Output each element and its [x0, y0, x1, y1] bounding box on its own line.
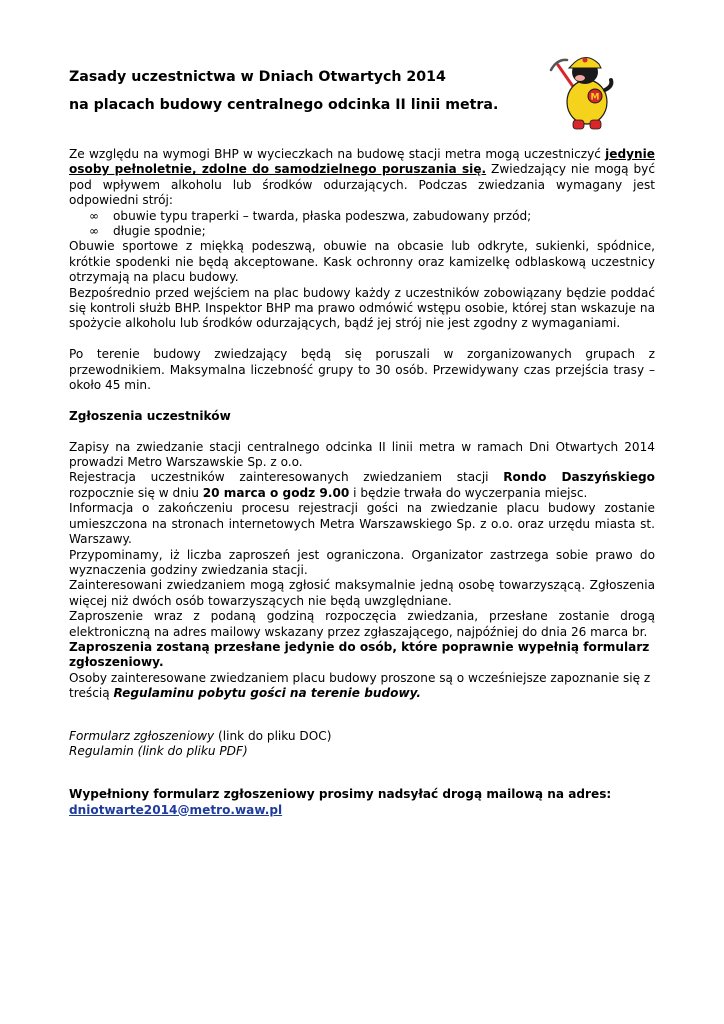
- form-link-line: [69, 729, 655, 744]
- mole-miner-mascot-icon: [545, 50, 625, 132]
- unacceptable-attire-paragraph: Obuwie sportowe z miękką podeszwą, obuwie na obcasie lub odkryte, sukienki, spódnice, krótkie spodenki nie będą akceptowane. Kask ochronny oraz kamizelkę odblaskową uczestnicy otrzymają na placu budowy.: [69, 239, 655, 285]
- email-link[interactable]: dniotwarte2014@metro.waw.pl: [69, 802, 283, 817]
- bhp-check-paragraph: Bezpośrednio przed wejściem na plac budowy każdy z uczestników zobowiązany będzie poddać się kontroli służb BHP. Inspektor BHP ma prawo odmówić wstępu osobie, której stan wskazuje na spożycie alkoholu lub środków odurzających, bądź jej strój nie jest zgodny z wymaganiami.: [69, 285, 655, 331]
- intro-text-cont: Zwiedzający nie mogą być pod wpływem alkoholu lub środków odurzających. Podczas zwiedzania wymagany jest odpowiedni strój:: [69, 162, 655, 208]
- intro-paragraph: [69, 147, 655, 209]
- document-body: [69, 147, 655, 818]
- closing-line: Wypełniony formularz zgłoszeniowy prosimy nadsyłać drogą mailową na adres:: [69, 787, 612, 802]
- regulations-paragraph: [69, 671, 655, 702]
- reminder-paragraph: Przypominamy, iż liczba zaproszeń jest ograniczona. Organizator zastrzega sobie prawo do wyznaczenia godziny zwiedzania stacji.: [69, 547, 655, 577]
- email-line: [69, 803, 655, 818]
- intro-text: Ze względu na wymogi BHP w wycieczkach na budowę stacji metra mogą uczestniczyć: [69, 147, 606, 161]
- infinity-bullet-icon: ∞: [89, 208, 100, 223]
- organizer-paragraph: Zapisy na zwiedzanie stacji centralnego odcinka II linii metra w ramach Dni Otwartych 2014 prowadzi Metro Warszawskie Sp. z o.o.: [69, 439, 655, 470]
- mascot-badge-letter: M: [590, 92, 600, 103]
- list-item: [89, 209, 655, 224]
- registration-text-end: i będzie trwała do wyczerpania miejsc.: [349, 485, 588, 500]
- regulamin-link[interactable]: Regulamin (link do pliku PDF): [69, 744, 248, 759]
- groups-paragraph: Po terenie budowy zwiedzający będą się poruszali w zorganizowanych grupach z przewodnikiem. Maksymalna liczebność grupy to 30 osób. Przewidywany czas przejścia trasy – około 45 min.: [69, 347, 655, 393]
- bold-notice-paragraph: Zaproszenia zostaną przesłane jedynie do osób, które poprawnie wypełnią formularz zgłoszeniowy.: [69, 639, 650, 670]
- station-name: Rondo Daszyńskiego: [503, 470, 655, 485]
- attire-item-shoes: obuwie typu traperki – twarda, płaska podeszwa, zabudowany przód;: [113, 208, 532, 223]
- registration-date: 20 marca o godz 9.00: [202, 485, 350, 500]
- regulations-title: Regulaminu pobytu gości na terenie budowy.: [113, 686, 421, 701]
- registration-text: Rejestracja uczestników zainteresowanych zwiedzaniem stacji: [69, 470, 504, 485]
- info-paragraph: Informacja o zakończeniu procesu rejestracji gości na zwiedzanie placu budowy zostanie umieszczona na stronach internetowych Metra Warszawskiego Sp. z o.o. oraz urzędu miasta st. Warszawy.: [69, 501, 655, 547]
- list-item: [89, 224, 655, 239]
- registration-paragraph: [69, 470, 655, 501]
- form-link[interactable]: Formularz zgłoszeniowy: [69, 728, 215, 743]
- infinity-bullet-icon: ∞: [89, 224, 100, 239]
- attire-list: [69, 209, 655, 240]
- invitations-paragraph: Zaproszenie wraz z podaną godziną rozpoczęcia zwiedzania, przesłane zostanie drogą elektroniczną na adres mailowy wskazany przez zgłaszającego, najpóźniej do dnia 26 marca br.: [69, 609, 655, 639]
- regulations-text: Osoby zainteresowane zwiedzaniem placu budowy proszone są o wcześniejsze zapoznanie się z treścią: [69, 670, 651, 701]
- document-title-line-1: Zasady uczestnictwa w Dniach Otwartych 2014: [69, 69, 446, 85]
- attire-item-trousers: długie spodnie;: [113, 224, 206, 239]
- form-link-note: (link do pliku DOC): [214, 728, 332, 743]
- eligibility-emphasis: jedynie osoby pełnoletnie, zdolne do samodzielnego poruszania się.: [69, 147, 655, 177]
- document-title-line-2: na placach budowy centralnego odcinka II linii metra.: [69, 97, 499, 113]
- registrations-heading: Zgłoszenia uczestników: [69, 408, 231, 423]
- companion-paragraph: Zainteresowani zwiedzaniem mogą zgłosić maksymalnie jedną osobę towarzyszącą. Zgłoszenia więcej niż dwóch osób towarzyszących nie będą uwzględniane.: [69, 578, 655, 608]
- registration-text-cont: rozpocznie się w dniu: [69, 485, 203, 500]
